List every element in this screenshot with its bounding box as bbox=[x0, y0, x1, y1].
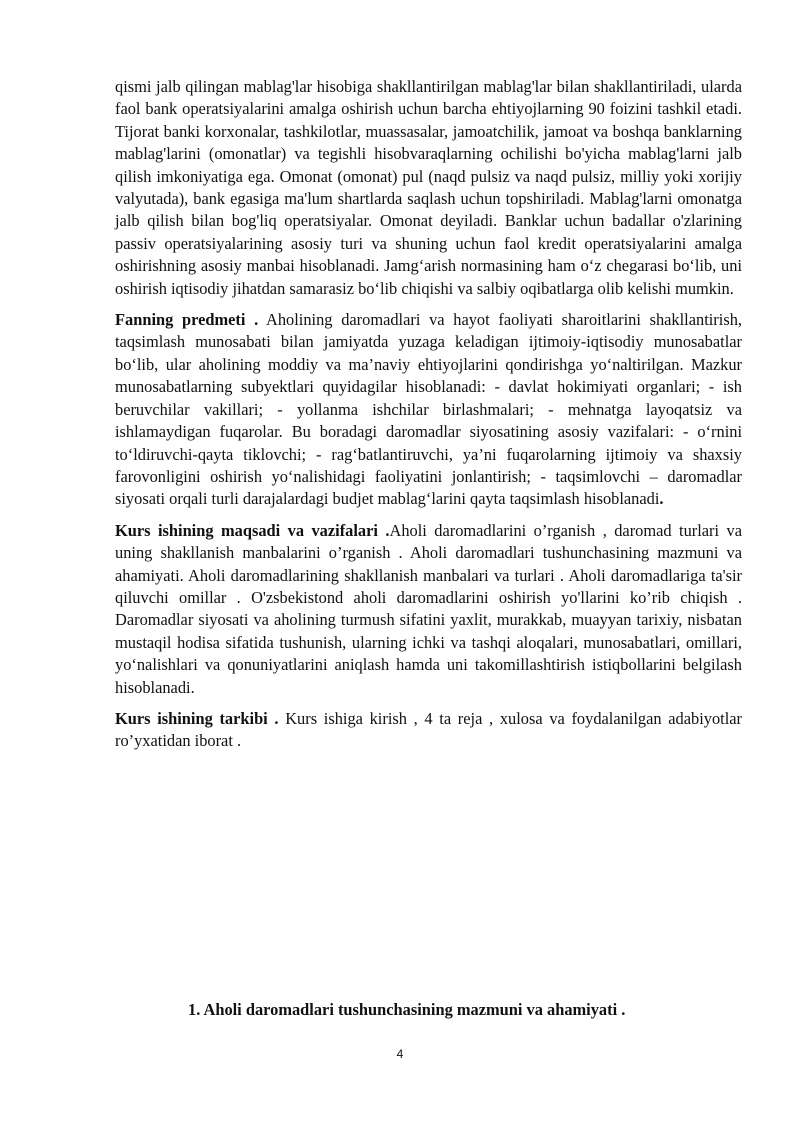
paragraph-subject-lead: Fanning predmeti . bbox=[115, 310, 259, 330]
paragraph-goals-lead: Kurs ishining maqsadi va vazifalari . bbox=[115, 520, 390, 540]
paragraph-goals-text: Aholi daromadlarini o’rganish , daromad turlari va uning shakllanish manbalarini o’rganish . Aholi daromadlari tushunchasining mazmuni va ahamiyati. Aholi daromadlarining shakllanish manbalari va turlari . Aholi daromadlariga ta'sir qiluvchi omillar . O'zsbekistond aholi daromadlarini oshirish yo'llarini ko’rib chiqish . Daromadlar siyosati va aholining turmush sifatini yaxlit, murakkab, muayyan tarixiy, nisbatan mustaqil hodisa sifatida tushunish, ularning ichki va tashqi aloqalari, munosabatlari, omillari, yo‘nalishlari va qonuniyatlarini aniqlash hamda uni takomillashtirish istiqbollarini belgilash hisoblanadi. bbox=[115, 520, 742, 697]
paragraph-subject-tail: . bbox=[659, 489, 664, 509]
paragraph-structure bbox=[115, 708, 742, 753]
paragraph-subject-text: Aholining daromadlari va hayot faoliyati sharoitlarini shakllantirish, taqsimlash munosabati bilan jamiyatda yuzaga keladigan ijtimoiy-iqtisodiy munosabatlar bo‘lib, ular aholining moddiy va ma’naviy ehtiyojlarini qondirishga yo‘naltirilgan. Mazkur munosabatlarning subyektlari quyidagilar hisoblanadi: - davlat hokimiyati organlari; - ish beruvchilar vakillari; - yollanma ishchilar birlashmalari; - mehnatga layoqatsiz va ishlamaydigan fuqarolar. Bu boradagi daromadlar siyosatining asosiy vazifalari: - o‘rnini to‘ldiruvchi-qayta tiklovchi; - rag‘batlantiruvchi, ya’ni fuqarolarning ijtimoiy va shaxsiy farovonligini oshirish yo‘nalishidagi faoliyatini jonlantirish; - taqsimlovchi – daromadlar siyosati orqali turli darajalardagi budjet mablag‘larini qayta taqsimlash hisoblanadi bbox=[115, 310, 742, 509]
section-heading: 1. Aholi daromadlari tushunchasining mazmuni va ahamiyati . bbox=[188, 1000, 626, 1019]
paragraph-structure-lead: Kurs ishining tarkibi . bbox=[115, 708, 279, 728]
paragraph-subject bbox=[115, 309, 742, 511]
page-number: 4 bbox=[396, 1047, 404, 1061]
document-body bbox=[115, 76, 742, 762]
paragraph-goals bbox=[115, 520, 742, 699]
paragraph-intro bbox=[115, 76, 742, 300]
paragraph-structure-text: Kurs ishiga kirish , 4 ta reja , xulosa va foydalanilgan adabiyotlar ro’yxatidan iborat . bbox=[115, 708, 742, 751]
paragraph-intro-text: qismi jalb qilingan mablag'lar hisobiga shakllantirilgan mablag'lar bilan shakllantiriladi, ularda faol bank operatsiyalarini amalga oshirish uchun barcha ehtiyojlarning 90 foizini tashkil etadi. Tijorat banki korxonalar, tashkilotlar, muassasalar, jamoatchilik, jamoat va boshqa banklarning mablag'larini (omonatlar) va tegishli hisobvaraqlarning ochilishi bo'yicha mablag'larni jalb qilish imkoniyatiga ega. Omonat (omonat) pul (naqd pulsiz va naqd pulsiz, milliy yoki xorijiy valyutada), bank egasiga ma'lum shartlarda saqlash uchun topshiriladi. Mablag'larni omonatga jalb qilish bilan bog'liq operatsiyalar. Omonat deyiladi. Banklar uchun badallar o'zlarining passiv operatsiyalarining asosiy turi va shuning uchun faol kredit operatsiyalarini amalga oshirishning asosiy manbai hisoblanadi. Jamg‘arish normasining ham o‘z chegarasi bo‘lib, uni oshirish iqtisodiy jihatdan samarasiz bo‘lib chiqishi va salbiy oqibatlarga olib kelishi mumkin. bbox=[115, 77, 742, 298]
